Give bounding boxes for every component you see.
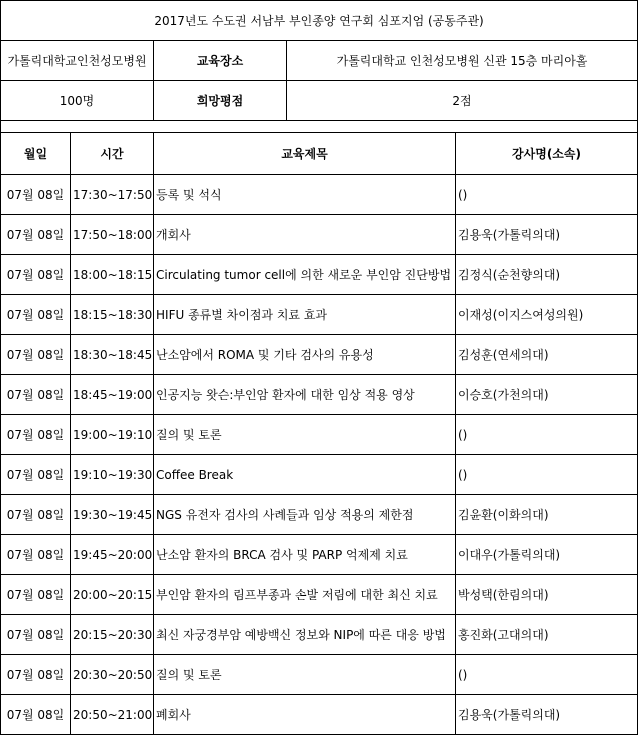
points-value: 2점 bbox=[287, 81, 638, 121]
header-lecturer: 강사명(소속) bbox=[456, 133, 638, 175]
table-row bbox=[1, 495, 638, 535]
header-subject: 교육제목 bbox=[154, 133, 456, 175]
capacity: 100명 bbox=[1, 81, 154, 121]
points-label: 희망평점 bbox=[154, 81, 287, 121]
row-time: 19:45~20:00 bbox=[71, 535, 154, 575]
table-row bbox=[1, 215, 638, 255]
row-time: 20:15~20:30 bbox=[71, 615, 154, 655]
row-subject: HIFU 종류별 차이점과 치료 효과 bbox=[154, 295, 456, 335]
row-time: 19:30~19:45 bbox=[71, 495, 154, 535]
spacer-row bbox=[1, 121, 638, 133]
row-time: 18:00~18:15 bbox=[71, 255, 154, 295]
row-subject: NGS 유전자 검사의 사례들과 임상 적용의 제한점 bbox=[154, 495, 456, 535]
row-date: 07월 08일 bbox=[1, 295, 71, 335]
table-row bbox=[1, 535, 638, 575]
info-row-1 bbox=[1, 41, 638, 81]
table-row bbox=[1, 695, 638, 735]
row-subject: 부인암 환자의 림프부종과 손발 저림에 대한 최신 치료 bbox=[154, 575, 456, 615]
row-date: 07월 08일 bbox=[1, 535, 71, 575]
table-row bbox=[1, 655, 638, 695]
place-label: 교육장소 bbox=[154, 41, 287, 81]
row-date: 07월 08일 bbox=[1, 335, 71, 375]
header-time: 시간 bbox=[71, 133, 154, 175]
row-lecturer: () bbox=[456, 455, 638, 495]
row-date: 07월 08일 bbox=[1, 655, 71, 695]
row-lecturer: () bbox=[456, 175, 638, 215]
row-lecturer: 김정식(순천향의대) bbox=[456, 255, 638, 295]
row-lecturer: () bbox=[456, 415, 638, 455]
host-institution: 가톨릭대학교인천성모병원 bbox=[1, 41, 154, 81]
row-lecturer: 김용욱(가톨릭의대) bbox=[456, 215, 638, 255]
row-lecturer: 김윤환(이화의대) bbox=[456, 495, 638, 535]
table-row bbox=[1, 575, 638, 615]
page-title: 2017년도 수도권 서남부 부인종양 연구회 심포지엄 (공동주관) bbox=[1, 1, 638, 41]
table-row bbox=[1, 255, 638, 295]
row-date: 07월 08일 bbox=[1, 375, 71, 415]
header-row bbox=[1, 133, 638, 175]
row-subject: 질의 및 토론 bbox=[154, 415, 456, 455]
table-row bbox=[1, 455, 638, 495]
row-time: 20:50~21:00 bbox=[71, 695, 154, 735]
row-lecturer: 이대우(가톨릭의대) bbox=[456, 535, 638, 575]
row-date: 07월 08일 bbox=[1, 495, 71, 535]
row-time: 19:10~19:30 bbox=[71, 455, 154, 495]
row-subject: 인공지능 왓슨:부인암 환자에 대한 임상 적용 영상 bbox=[154, 375, 456, 415]
row-subject: Circulating tumor cell에 의한 새로운 부인암 진단방법 bbox=[154, 255, 456, 295]
row-time: 20:30~20:50 bbox=[71, 655, 154, 695]
row-time: 18:15~18:30 bbox=[71, 295, 154, 335]
place-value: 가톨릭대학교 인천성모병원 신관 15층 마리아홀 bbox=[287, 41, 638, 81]
row-lecturer: 박성택(한림의대) bbox=[456, 575, 638, 615]
row-date: 07월 08일 bbox=[1, 615, 71, 655]
table-row bbox=[1, 415, 638, 455]
row-time: 19:00~19:10 bbox=[71, 415, 154, 455]
table-row bbox=[1, 615, 638, 655]
row-subject: 개회사 bbox=[154, 215, 456, 255]
row-lecturer: 이재성(이지스여성의원) bbox=[456, 295, 638, 335]
row-lecturer: 김성훈(연세의대) bbox=[456, 335, 638, 375]
row-subject: 질의 및 토론 bbox=[154, 655, 456, 695]
row-date: 07월 08일 bbox=[1, 415, 71, 455]
row-subject: Coffee Break bbox=[154, 455, 456, 495]
row-time: 18:45~19:00 bbox=[71, 375, 154, 415]
info-row-2 bbox=[1, 81, 638, 121]
row-subject: 난소암 환자의 BRCA 검사 및 PARP 억제제 치료 bbox=[154, 535, 456, 575]
row-date: 07월 08일 bbox=[1, 175, 71, 215]
table-row bbox=[1, 295, 638, 335]
row-subject: 폐회사 bbox=[154, 695, 456, 735]
row-time: 20:00~20:15 bbox=[71, 575, 154, 615]
row-time: 17:50~18:00 bbox=[71, 215, 154, 255]
row-date: 07월 08일 bbox=[1, 255, 71, 295]
row-time: 17:30~17:50 bbox=[71, 175, 154, 215]
row-lecturer: () bbox=[456, 655, 638, 695]
title-row bbox=[1, 1, 638, 41]
row-subject: 난소암에서 ROMA 및 기타 검사의 유용성 bbox=[154, 335, 456, 375]
row-lecturer: 김용욱(가톨릭의대) bbox=[456, 695, 638, 735]
row-date: 07월 08일 bbox=[1, 215, 71, 255]
table-row bbox=[1, 375, 638, 415]
row-date: 07월 08일 bbox=[1, 455, 71, 495]
row-subject: 최신 자궁경부암 예방백신 정보와 NIP에 따른 대응 방법 bbox=[154, 615, 456, 655]
row-subject: 등록 및 석식 bbox=[154, 175, 456, 215]
table-row bbox=[1, 175, 638, 215]
row-date: 07월 08일 bbox=[1, 575, 71, 615]
row-lecturer: 홍진화(고대의대) bbox=[456, 615, 638, 655]
row-date: 07월 08일 bbox=[1, 695, 71, 735]
table-row bbox=[1, 335, 638, 375]
row-time: 18:30~18:45 bbox=[71, 335, 154, 375]
header-date: 월일 bbox=[1, 133, 71, 175]
row-lecturer: 이승호(가천의대) bbox=[456, 375, 638, 415]
